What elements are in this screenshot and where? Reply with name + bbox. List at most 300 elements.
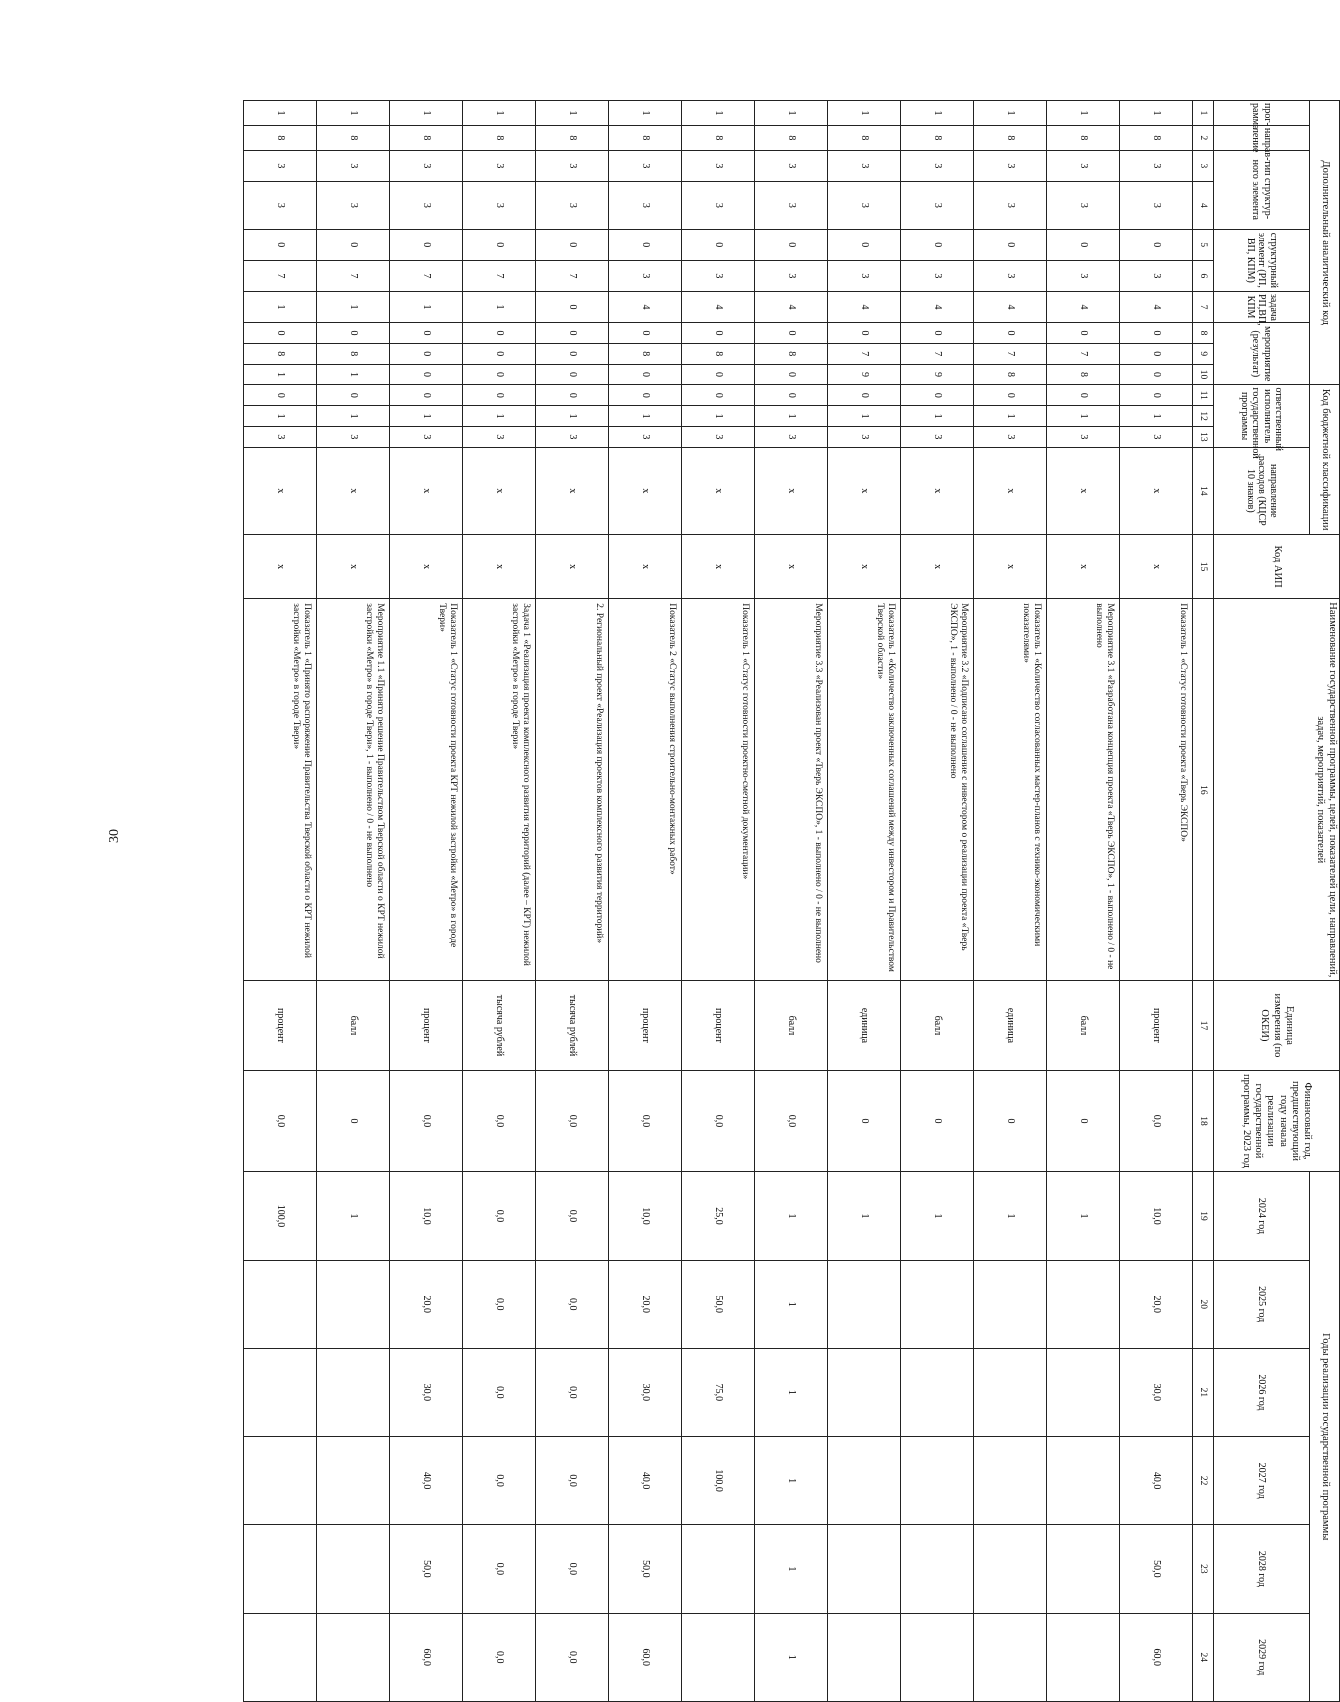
code-cell: 0: [244, 385, 317, 406]
header-aip-code: Код АИП: [1214, 534, 1340, 598]
year-value: 1: [828, 1172, 901, 1260]
code-cell: 1: [390, 406, 463, 427]
code-cell: 3: [463, 426, 536, 447]
code-cell: 3: [828, 150, 901, 181]
code-cell: 0: [390, 229, 463, 260]
row-unit: балл: [755, 981, 828, 1070]
code-cell: 3: [463, 150, 536, 181]
code-cell: 3: [390, 150, 463, 181]
code-cell: х: [828, 534, 901, 598]
year-value: 20,0: [609, 1260, 682, 1348]
year-value: 0,0: [463, 1613, 536, 1701]
row-unit: процент: [390, 981, 463, 1070]
year-value: 50,0: [1120, 1525, 1193, 1613]
code-cell: 0: [609, 323, 682, 344]
code-cell: 3: [828, 260, 901, 291]
code-cell: х: [390, 447, 463, 534]
code-cell: 3: [755, 181, 828, 229]
code-cell: 1: [682, 406, 755, 427]
code-cell: 0: [755, 385, 828, 406]
code-cell: 3: [609, 260, 682, 291]
year-value: 1: [755, 1437, 828, 1525]
year-value: 0,0: [536, 1437, 609, 1525]
year-value: 100,0: [682, 1437, 755, 1525]
code-cell: 3: [682, 150, 755, 181]
code-cell: 0: [609, 364, 682, 385]
code-cell: 0: [536, 229, 609, 260]
column-number: 21: [1193, 1348, 1214, 1436]
code-cell: 1: [609, 101, 682, 126]
column-number: 13: [1193, 426, 1214, 447]
column-number: 14: [1193, 447, 1214, 534]
code-cell: 4: [828, 291, 901, 322]
row-name: Показатель 1 «Количество согласованных мастер-планов с технико-экономическими показателями»: [974, 599, 1047, 981]
code-cell: 0: [536, 385, 609, 406]
code-cell: 8: [463, 125, 536, 150]
code-cell: 0: [1047, 323, 1120, 344]
code-cell: х: [682, 447, 755, 534]
year-value: 1: [755, 1172, 828, 1260]
code-cell: 3: [682, 181, 755, 229]
year-value: [974, 1525, 1047, 1613]
table-row: [609, 101, 682, 1702]
year-value: 0,0: [463, 1172, 536, 1260]
table-row: [1120, 101, 1193, 1702]
header-year-2028: 2028 год: [1214, 1525, 1310, 1613]
column-number: 4: [1193, 181, 1214, 229]
row-unit: балл: [901, 981, 974, 1070]
code-cell: 1: [390, 291, 463, 322]
year-value: 30,0: [390, 1348, 463, 1436]
year-value: 0,0: [463, 1260, 536, 1348]
column-number: 23: [1193, 1525, 1214, 1613]
row-base-value: 0: [1047, 1070, 1120, 1172]
table-row: [828, 101, 901, 1702]
row-base-value: 0,0: [463, 1070, 536, 1172]
year-value: [901, 1613, 974, 1701]
row-base-value: 0,0: [609, 1070, 682, 1172]
year-value: [317, 1525, 390, 1613]
code-cell: х: [317, 447, 390, 534]
year-value: [901, 1260, 974, 1348]
code-cell: 3: [974, 260, 1047, 291]
year-value: 20,0: [1120, 1260, 1193, 1348]
header-budget-code: Код бюджетной классификации: [1310, 385, 1340, 534]
code-cell: 4: [1047, 291, 1120, 322]
table-row: [755, 101, 828, 1702]
code-cell: 1: [244, 364, 317, 385]
column-number: 5: [1193, 229, 1214, 260]
year-value: [244, 1437, 317, 1525]
code-cell: 8: [536, 125, 609, 150]
column-number: 17: [1193, 981, 1214, 1070]
code-cell: х: [974, 534, 1047, 598]
column-number: 18: [1193, 1070, 1214, 1172]
code-cell: х: [536, 447, 609, 534]
code-cell: 3: [828, 181, 901, 229]
column-number: 1: [1193, 101, 1214, 126]
code-cell: 8: [755, 343, 828, 364]
year-value: [317, 1260, 390, 1348]
header-executor: ответственный исполнитель государственной программы: [1214, 385, 1310, 447]
code-cell: 3: [901, 150, 974, 181]
code-cell: 8: [682, 343, 755, 364]
code-cell: 8: [828, 125, 901, 150]
header-program: прог-рамма: [1214, 101, 1310, 126]
code-cell: 0: [1120, 343, 1193, 364]
year-value: 0,0: [536, 1172, 609, 1260]
year-value: 0,0: [536, 1260, 609, 1348]
year-value: [974, 1613, 1047, 1701]
table-row: [682, 101, 755, 1702]
row-name: Показатель 1 «Статус готовности проекта КРТ нежилой застройки «Метро» в городе Твери»: [390, 599, 463, 981]
code-cell: 3: [974, 181, 1047, 229]
code-cell: 0: [463, 385, 536, 406]
year-value: [1047, 1613, 1120, 1701]
code-cell: 7: [390, 260, 463, 291]
column-number: 20: [1193, 1260, 1214, 1348]
code-cell: 0: [1120, 229, 1193, 260]
year-value: 50,0: [609, 1525, 682, 1613]
year-value: [317, 1437, 390, 1525]
year-value: [244, 1525, 317, 1613]
header-year-2026: 2026 год: [1214, 1348, 1310, 1436]
code-cell: 0: [390, 385, 463, 406]
code-cell: 3: [974, 426, 1047, 447]
code-cell: 8: [1120, 125, 1193, 150]
code-cell: х: [1047, 447, 1120, 534]
code-cell: х: [463, 447, 536, 534]
column-number: 15: [1193, 534, 1214, 598]
year-value: [244, 1260, 317, 1348]
year-value: 0,0: [463, 1525, 536, 1613]
code-cell: 1: [1120, 406, 1193, 427]
row-unit: единица: [828, 981, 901, 1070]
code-cell: 3: [244, 426, 317, 447]
code-cell: х: [536, 534, 609, 598]
code-cell: 1: [901, 406, 974, 427]
code-cell: 0: [390, 323, 463, 344]
code-cell: 7: [536, 260, 609, 291]
year-value: 30,0: [609, 1348, 682, 1436]
code-cell: 0: [463, 323, 536, 344]
year-value: [828, 1348, 901, 1436]
row-base-value: 0: [974, 1070, 1047, 1172]
code-cell: 7: [974, 343, 1047, 364]
row-base-value: 0,0: [682, 1070, 755, 1172]
code-cell: 4: [1120, 291, 1193, 322]
year-value: [974, 1260, 1047, 1348]
column-number: 24: [1193, 1613, 1214, 1701]
year-value: 10,0: [1120, 1172, 1193, 1260]
code-cell: 3: [1120, 426, 1193, 447]
code-cell: х: [1120, 447, 1193, 534]
column-number: 7: [1193, 291, 1214, 322]
code-cell: 1: [536, 406, 609, 427]
code-cell: 8: [974, 125, 1047, 150]
year-value: [244, 1348, 317, 1436]
code-cell: 0: [974, 385, 1047, 406]
table-row: [390, 101, 463, 1702]
code-cell: 0: [536, 343, 609, 364]
row-name: Показатель 1 «Принято распоряжение Правительства Тверской области о КРТ нежилой застройки «Метро» в городе Твери»: [244, 599, 317, 981]
code-cell: х: [828, 447, 901, 534]
code-cell: 3: [1047, 181, 1120, 229]
code-cell: 0: [682, 385, 755, 406]
year-value: 50,0: [682, 1260, 755, 1348]
column-number: 12: [1193, 406, 1214, 427]
code-cell: 3: [609, 181, 682, 229]
code-cell: 7: [901, 343, 974, 364]
code-cell: 3: [536, 181, 609, 229]
row-unit: процент: [682, 981, 755, 1070]
code-cell: 1: [755, 406, 828, 427]
code-cell: 0: [1047, 385, 1120, 406]
code-cell: 4: [755, 291, 828, 322]
code-cell: х: [390, 534, 463, 598]
header-task: задача РП,ВП, КПМ: [1214, 291, 1310, 322]
row-base-value: 0: [901, 1070, 974, 1172]
code-cell: 3: [755, 150, 828, 181]
code-cell: 1: [317, 291, 390, 322]
code-cell: 0: [317, 385, 390, 406]
row-base-value: 0: [828, 1070, 901, 1172]
code-cell: 0: [609, 385, 682, 406]
code-cell: 0: [536, 291, 609, 322]
column-number: 19: [1193, 1172, 1214, 1260]
year-value: 25,0: [682, 1172, 755, 1260]
row-name: Мероприятие 3.2 «Подписано соглашение с инвестором о реализации проекта «Тверь ЭКСПО», 1 - выполнено / 0 - не выполнено: [901, 599, 974, 981]
row-base-value: 0,0: [390, 1070, 463, 1172]
year-value: [828, 1437, 901, 1525]
header-base-year: Финансовый год, предшествующий году начала реализации государственной программы, 2023 год: [1214, 1070, 1340, 1172]
row-unit: тысяча рублей: [536, 981, 609, 1070]
year-value: [317, 1613, 390, 1701]
code-cell: 1: [974, 406, 1047, 427]
code-cell: х: [755, 534, 828, 598]
code-cell: 0: [390, 364, 463, 385]
column-numbers-row: [1193, 101, 1214, 1702]
code-cell: 1: [244, 291, 317, 322]
row-name: Показатель 2 «Статус выполнения строительно-монтажных работ»: [609, 599, 682, 981]
code-cell: х: [901, 534, 974, 598]
code-cell: 0: [536, 364, 609, 385]
year-value: 0,0: [463, 1348, 536, 1436]
code-cell: 1: [609, 406, 682, 427]
table-row: [974, 101, 1047, 1702]
year-value: [974, 1348, 1047, 1436]
year-value: 30,0: [1120, 1348, 1193, 1436]
code-cell: 4: [974, 291, 1047, 322]
year-value: [682, 1525, 755, 1613]
code-cell: 0: [1120, 385, 1193, 406]
code-cell: 0: [244, 229, 317, 260]
column-number: 8: [1193, 323, 1214, 344]
code-cell: 0: [1120, 323, 1193, 344]
table-row: [901, 101, 974, 1702]
code-cell: 3: [244, 150, 317, 181]
year-value: 1: [974, 1172, 1047, 1260]
code-cell: 0: [974, 323, 1047, 344]
year-value: [901, 1348, 974, 1436]
page-number: 30: [107, 829, 122, 843]
code-cell: 3: [1047, 260, 1120, 291]
row-unit: единица: [974, 981, 1047, 1070]
code-cell: 8: [974, 364, 1047, 385]
code-cell: 4: [901, 291, 974, 322]
code-cell: 3: [682, 260, 755, 291]
header-expense-direction: направление расходов (КЦСР 10 знаков): [1214, 447, 1310, 534]
row-unit: балл: [317, 981, 390, 1070]
code-cell: 0: [463, 364, 536, 385]
code-cell: 3: [536, 150, 609, 181]
code-cell: 3: [755, 426, 828, 447]
code-cell: 7: [244, 260, 317, 291]
code-cell: 0: [390, 343, 463, 364]
header-year-2025: 2025 год: [1214, 1260, 1310, 1348]
code-cell: 0: [317, 323, 390, 344]
code-cell: 1: [317, 364, 390, 385]
column-number: 16: [1193, 599, 1214, 981]
table-row: [536, 101, 609, 1702]
code-cell: 0: [901, 323, 974, 344]
table-row: [463, 101, 536, 1702]
code-cell: 1: [317, 406, 390, 427]
code-cell: 8: [317, 343, 390, 364]
code-cell: 8: [244, 343, 317, 364]
code-cell: х: [1120, 534, 1193, 598]
year-value: [244, 1613, 317, 1701]
header-name: Наименование государственной программы, целей, показателей цели, направлений, задач, мероприятий, показателей: [1214, 599, 1340, 981]
header-struct-type: тип структур-ного элемента: [1214, 150, 1310, 229]
year-value: 1: [755, 1525, 828, 1613]
year-value: [828, 1260, 901, 1348]
year-value: 1: [1047, 1172, 1120, 1260]
code-cell: 8: [1047, 364, 1120, 385]
code-cell: 4: [682, 291, 755, 322]
year-value: 40,0: [390, 1437, 463, 1525]
code-cell: х: [317, 534, 390, 598]
year-value: 1: [755, 1613, 828, 1701]
row-name: Мероприятие 3.3 «Реализован проект «Тверь ЭКСПО», 1 - выполнено / 0 - не выполнено: [755, 599, 828, 981]
header-unit: Единица измерения (по ОКЕИ): [1214, 981, 1340, 1070]
code-cell: 7: [828, 343, 901, 364]
code-cell: 3: [755, 260, 828, 291]
code-cell: 7: [1047, 343, 1120, 364]
code-cell: 0: [317, 229, 390, 260]
column-number: 10: [1193, 364, 1214, 385]
code-cell: х: [244, 534, 317, 598]
code-cell: 1: [828, 101, 901, 126]
column-number: 22: [1193, 1437, 1214, 1525]
row-name: Мероприятие 3.1 «Разработана концепция проекта «Тверь ЭКСПО», 1 - выполнено / 0 - не выполнено: [1047, 599, 1120, 981]
year-value: 50,0: [390, 1525, 463, 1613]
code-cell: 9: [828, 364, 901, 385]
header-years-group: Годы реализации государственной программы: [1310, 1172, 1340, 1702]
code-cell: 1: [463, 406, 536, 427]
code-cell: 3: [901, 260, 974, 291]
year-value: 1: [755, 1260, 828, 1348]
year-value: 0,0: [536, 1348, 609, 1436]
column-number: 9: [1193, 343, 1214, 364]
code-cell: 3: [1047, 426, 1120, 447]
code-cell: 1: [317, 101, 390, 126]
code-cell: х: [901, 447, 974, 534]
code-cell: 3: [974, 150, 1047, 181]
header-year-2029: 2029 год: [1214, 1613, 1310, 1701]
year-value: 40,0: [609, 1437, 682, 1525]
year-value: 1: [317, 1172, 390, 1260]
header-struct-element: структурный элемент (РП, ВП, КПМ): [1214, 229, 1310, 291]
row-base-value: 0,0: [1120, 1070, 1193, 1172]
code-cell: 1: [1047, 406, 1120, 427]
header-direction: направ-ление: [1214, 125, 1310, 150]
row-name: Показатель 1 «Статус готовности проекта «Тверь ЭКСПО»: [1120, 599, 1193, 981]
code-cell: 1: [244, 406, 317, 427]
code-cell: 1: [244, 101, 317, 126]
column-number: 11: [1193, 385, 1214, 406]
code-cell: 0: [244, 323, 317, 344]
row-name: 2. Региональный проект «Реализация проектов комплексного развития территорий»: [536, 599, 609, 981]
code-cell: 8: [682, 125, 755, 150]
code-cell: 3: [1120, 260, 1193, 291]
code-cell: 0: [463, 229, 536, 260]
code-cell: 0: [755, 364, 828, 385]
code-cell: 0: [682, 323, 755, 344]
code-cell: 0: [682, 364, 755, 385]
code-cell: 0: [609, 229, 682, 260]
column-number: 3: [1193, 150, 1214, 181]
row-base-value: 0,0: [755, 1070, 828, 1172]
header-analytic-code: Дополнительный аналитический код: [1310, 101, 1340, 385]
year-value: 60,0: [390, 1613, 463, 1701]
code-cell: 3: [828, 426, 901, 447]
code-cell: 0: [1047, 229, 1120, 260]
code-cell: 0: [901, 229, 974, 260]
code-cell: 3: [901, 181, 974, 229]
code-cell: 8: [317, 125, 390, 150]
code-cell: 0: [828, 323, 901, 344]
row-unit: процент: [609, 981, 682, 1070]
code-cell: 3: [536, 426, 609, 447]
code-cell: 3: [609, 426, 682, 447]
code-cell: 3: [1120, 150, 1193, 181]
code-cell: х: [463, 534, 536, 598]
code-cell: 0: [901, 385, 974, 406]
table-row: [244, 101, 317, 1702]
code-cell: 3: [463, 181, 536, 229]
code-cell: 0: [974, 229, 1047, 260]
code-cell: 4: [609, 291, 682, 322]
year-value: [1047, 1437, 1120, 1525]
code-cell: 0: [828, 229, 901, 260]
code-cell: 1: [390, 101, 463, 126]
year-value: [1047, 1525, 1120, 1613]
year-value: [901, 1525, 974, 1613]
code-cell: х: [755, 447, 828, 534]
code-cell: 3: [609, 150, 682, 181]
code-cell: 3: [682, 426, 755, 447]
code-cell: 1: [901, 101, 974, 126]
code-cell: 1: [463, 101, 536, 126]
year-value: 20,0: [390, 1260, 463, 1348]
year-value: 10,0: [390, 1172, 463, 1260]
year-value: [901, 1437, 974, 1525]
code-cell: 1: [682, 101, 755, 126]
code-cell: 0: [755, 229, 828, 260]
code-cell: 0: [828, 385, 901, 406]
code-cell: 8: [1047, 125, 1120, 150]
